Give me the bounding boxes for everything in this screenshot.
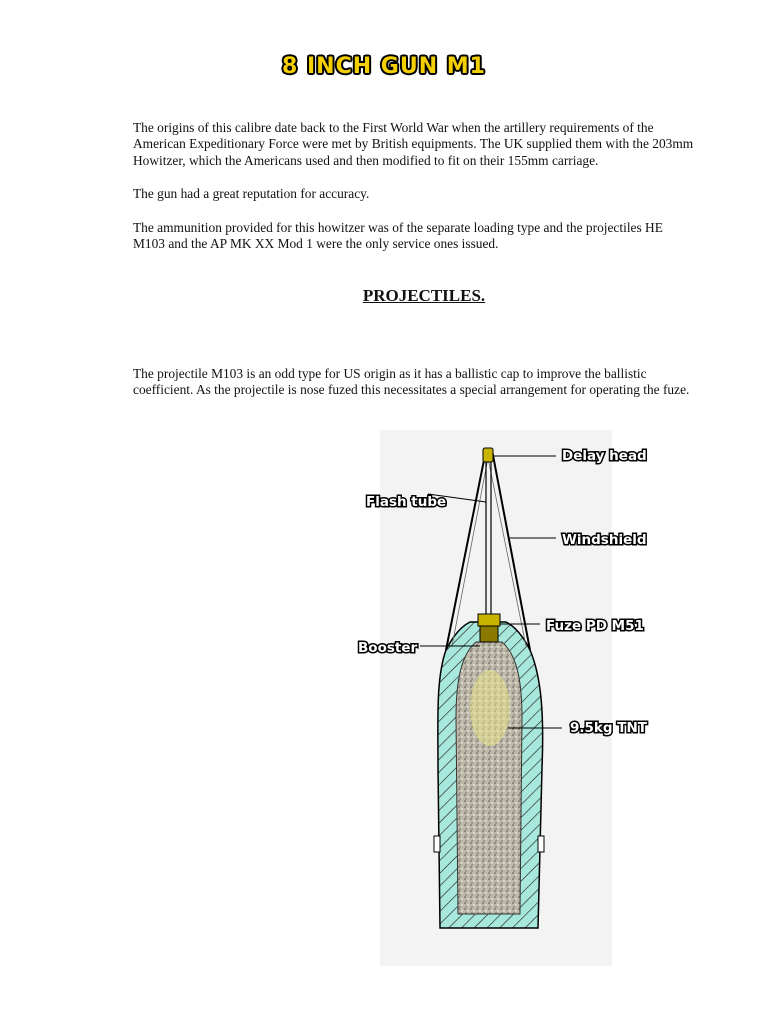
label-booster: Booster [358, 640, 418, 656]
paragraph-accuracy: The gun had a great reputation for accuracy. [133, 186, 370, 201]
booster [480, 626, 498, 642]
label-delay-head: Delay head [562, 448, 647, 464]
paragraph-ammunition: The ammunition provided for this howitzer was of the separate loading type and the projectiles HE M103 and the AP MK XX Mod 1 were the only service ones issued. [133, 220, 663, 252]
delay-head [483, 448, 493, 462]
driving-band-left [434, 836, 440, 852]
tnt-highlight [470, 670, 510, 746]
label-tnt: 9.5kg TNT [570, 720, 647, 736]
label-flash-tube: Flash tube [366, 494, 447, 510]
projectile-diagram [350, 428, 680, 968]
label-windshield: Windshield [562, 532, 647, 548]
fuze [478, 614, 500, 626]
paragraph-origins: The origins of this calibre date back to the First World War when the artillery requirements of the American Expeditionary Force were met by British equipments. The UK supplied them with the 203mm Howitzer, which the Americans used and then modified to fit on their 155mm carriage. [133, 120, 694, 168]
section-heading-projectiles: PROJECTILES. [362, 286, 486, 305]
label-fuze: Fuze PD M51 [546, 618, 644, 634]
paragraph-m103: The projectile M103 is an odd type for US origin as it has a ballistic cap to improve the ballistic coefficient. As the projectile is nose fuzed this necessitates a special arrangement for operating the fuze. [133, 366, 690, 398]
driving-band-right [538, 836, 544, 852]
document-title: 8 INCH GUN M1 [282, 54, 486, 79]
